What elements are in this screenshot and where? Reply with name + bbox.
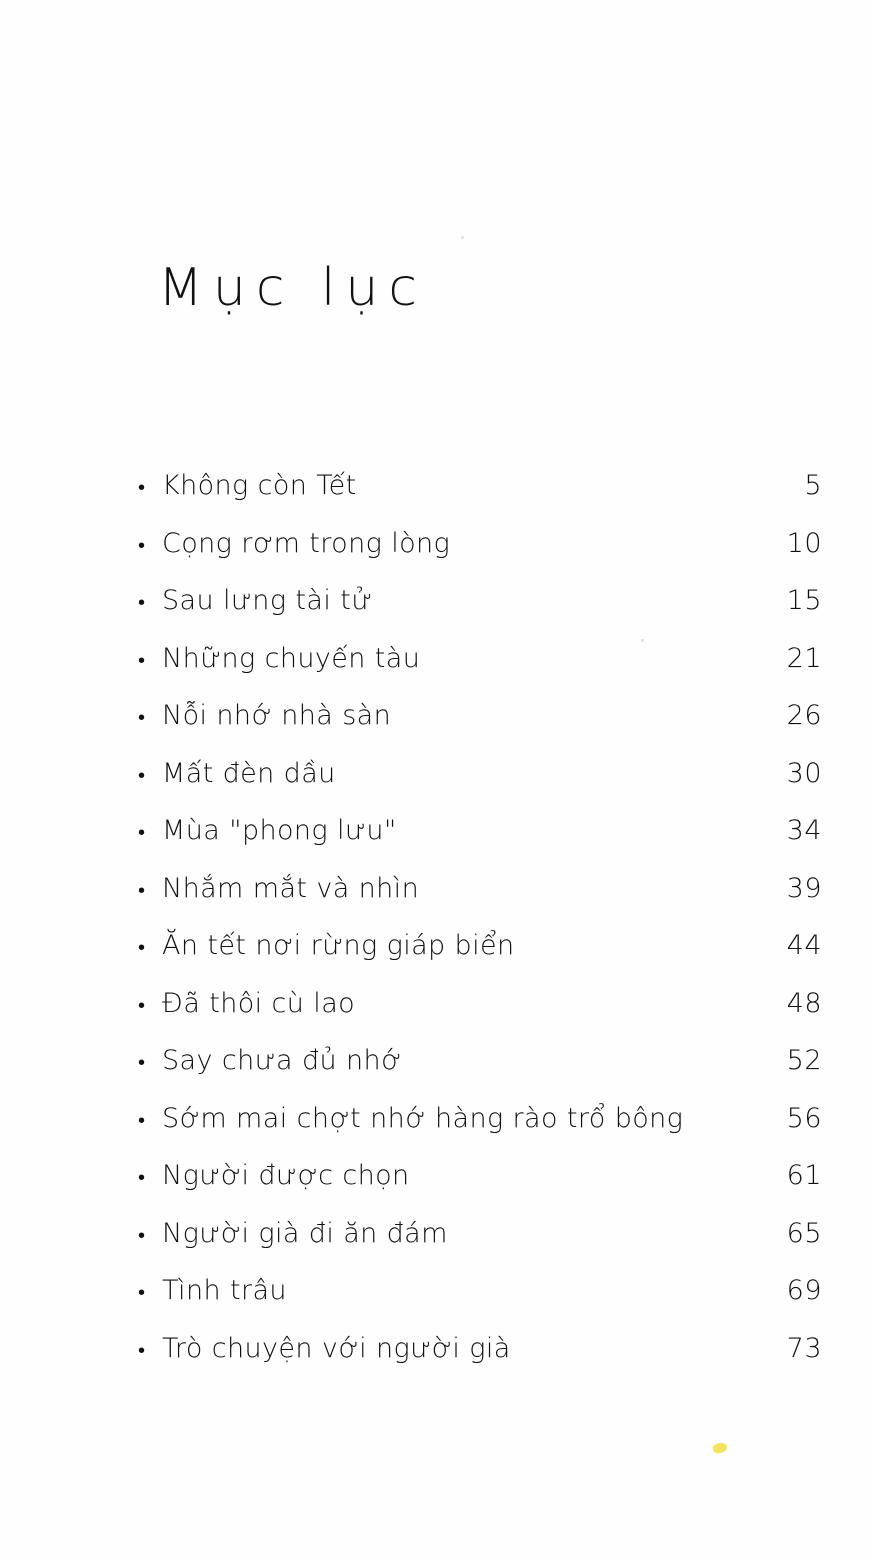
toc-entry-page: 5 bbox=[804, 470, 822, 501]
list-item[interactable] bbox=[132, 815, 822, 873]
toc-entry-page: 34 bbox=[786, 815, 822, 846]
list-item[interactable] bbox=[132, 988, 822, 1046]
toc-entry-label: Sau lưng tài tử bbox=[162, 585, 373, 616]
bullet-icon: • bbox=[138, 1337, 146, 1362]
toc-entry-label: Người được chọn bbox=[162, 1160, 410, 1191]
toc-entry-page: 73 bbox=[786, 1332, 822, 1364]
bullet-icon: • bbox=[138, 647, 146, 672]
toc-entry-label: Người già đi ăn đám bbox=[162, 1217, 448, 1249]
toc-entry-label: Mất đèn dầu bbox=[162, 757, 336, 789]
toc-entry-page: 15 bbox=[786, 585, 822, 616]
list-item[interactable] bbox=[132, 1103, 822, 1161]
bullet-icon: • bbox=[138, 590, 146, 614]
page-title: Mục lục bbox=[158, 258, 427, 318]
list-item[interactable] bbox=[132, 873, 822, 931]
toc-entry-label: Say chưa đủ nhớ bbox=[162, 1045, 402, 1076]
toc-entry-page: 48 bbox=[786, 987, 822, 1019]
toc-entry-page: 65 bbox=[786, 1217, 822, 1249]
bullet-icon: • bbox=[138, 1050, 146, 1074]
toc-entry-page: 21 bbox=[786, 642, 822, 674]
list-item[interactable] bbox=[132, 643, 822, 701]
toc-entry-page: 52 bbox=[786, 1045, 822, 1076]
list-item[interactable] bbox=[132, 1275, 822, 1333]
toc-entry-label: Nỗi nhớ nhà sàn bbox=[162, 700, 392, 731]
bullet-icon: • bbox=[138, 1222, 146, 1247]
toc-entry-page: 44 bbox=[786, 930, 822, 961]
bullet-icon: • bbox=[138, 935, 146, 959]
list-item[interactable] bbox=[132, 1160, 822, 1218]
toc-entry-label: Không còn Tết bbox=[162, 470, 357, 501]
bullet-icon: • bbox=[138, 1165, 146, 1189]
toc-entry-label: Đã thôi cù lao bbox=[162, 987, 356, 1019]
toc-entry-page: 61 bbox=[786, 1160, 822, 1191]
bullet-icon: • bbox=[138, 1280, 146, 1304]
table-of-contents-list bbox=[132, 470, 822, 1390]
toc-entry-page: 39 bbox=[786, 872, 822, 904]
scan-mark bbox=[712, 1441, 728, 1455]
toc-entry-label: Nhắm mắt và nhìn bbox=[162, 872, 420, 904]
bullet-icon: • bbox=[138, 705, 146, 729]
toc-entry-label: Cọng rơm trong lòng bbox=[162, 527, 451, 559]
list-item[interactable] bbox=[132, 700, 822, 758]
toc-entry-label: Ăn tết nơi rừng giáp biển bbox=[162, 930, 515, 961]
scan-speck bbox=[461, 236, 464, 239]
list-item[interactable] bbox=[132, 1333, 822, 1391]
toc-entry-page: 30 bbox=[786, 757, 822, 789]
list-item[interactable] bbox=[132, 585, 822, 643]
toc-entry-label: Tình trâu bbox=[162, 1275, 287, 1306]
bullet-icon: • bbox=[138, 475, 146, 499]
toc-entry-page: 26 bbox=[786, 700, 822, 731]
toc-entry-page: 69 bbox=[786, 1275, 822, 1306]
bullet-icon: • bbox=[138, 1107, 146, 1132]
bullet-icon: • bbox=[138, 820, 146, 844]
list-item[interactable] bbox=[132, 528, 822, 586]
bullet-icon: • bbox=[138, 762, 146, 787]
list-item[interactable] bbox=[132, 1045, 822, 1103]
toc-entry-page: 56 bbox=[786, 1102, 822, 1134]
toc-entry-label: Sớm mai chợt nhớ hàng rào trổ bông bbox=[162, 1102, 684, 1134]
list-item[interactable] bbox=[132, 1218, 822, 1276]
list-item[interactable] bbox=[132, 758, 822, 816]
toc-entry-label: Những chuyến tàu bbox=[162, 642, 421, 674]
bullet-icon: • bbox=[138, 992, 146, 1017]
list-item[interactable] bbox=[132, 930, 822, 988]
toc-entry-label: Mùa "phong lưu" bbox=[162, 815, 397, 846]
bullet-icon: • bbox=[138, 877, 146, 902]
toc-entry-label: Trò chuyện với người già bbox=[162, 1332, 511, 1364]
toc-entry-page: 10 bbox=[786, 527, 822, 559]
list-item[interactable] bbox=[132, 470, 822, 528]
bullet-icon: • bbox=[138, 532, 146, 557]
